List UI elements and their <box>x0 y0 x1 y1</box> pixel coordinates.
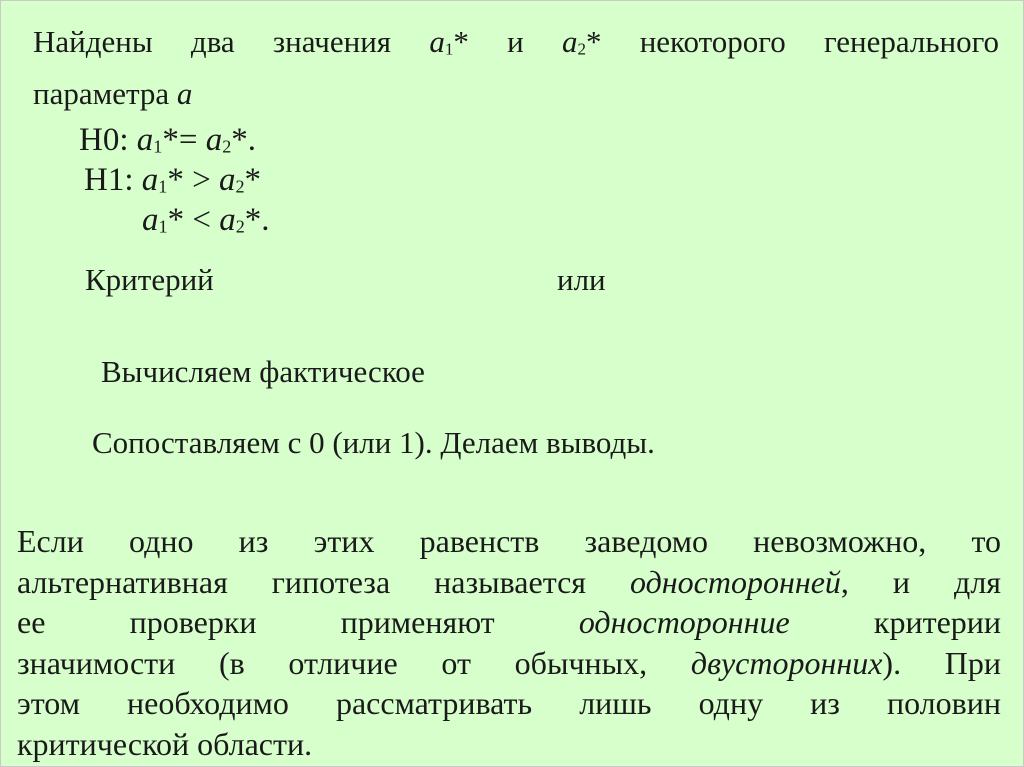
intro-text <box>33 20 999 116</box>
intro-line-2: параметра a <box>33 75 193 111</box>
paragraph-line-6: критической области. <box>17 725 313 762</box>
alternative-hypothesis-2: $a_1* < a_2*$. <box>142 202 270 238</box>
paragraph-line-1: Если одно из этих равенств заведомо невозможно, то <box>17 523 1001 559</box>
null-hypothesis: H0: $a_1*= a_2*$. <box>79 122 257 158</box>
paragraph-line-4: значимости (в отличие от обычных, двусторонних). При <box>17 644 1002 681</box>
alternative-hypothesis: H1: $a_1* > a_2*$ <box>84 162 262 198</box>
paragraph-line-2: альтернативная гипотеза называется односторонней, и для <box>17 563 1002 600</box>
calculate-text: Вычисляем фактическое <box>101 354 425 389</box>
paragraph-line-3: ее проверки применяют односторонние критерии <box>17 604 1002 640</box>
compare-text: Сопоставляем с 0 (или 1). Делаем выводы. <box>92 425 655 460</box>
criterion-label: Критерий <box>85 262 214 297</box>
paragraph-line-5: этом необходимо рассматривать лишь одну из половин <box>17 685 1001 721</box>
one-sided-paragraph <box>17 521 1001 764</box>
criterion-or: или <box>557 262 606 297</box>
intro-line-1: Найдены два значения $a_1*$ и $a_2*$ некоторого генерального <box>33 24 1000 59</box>
